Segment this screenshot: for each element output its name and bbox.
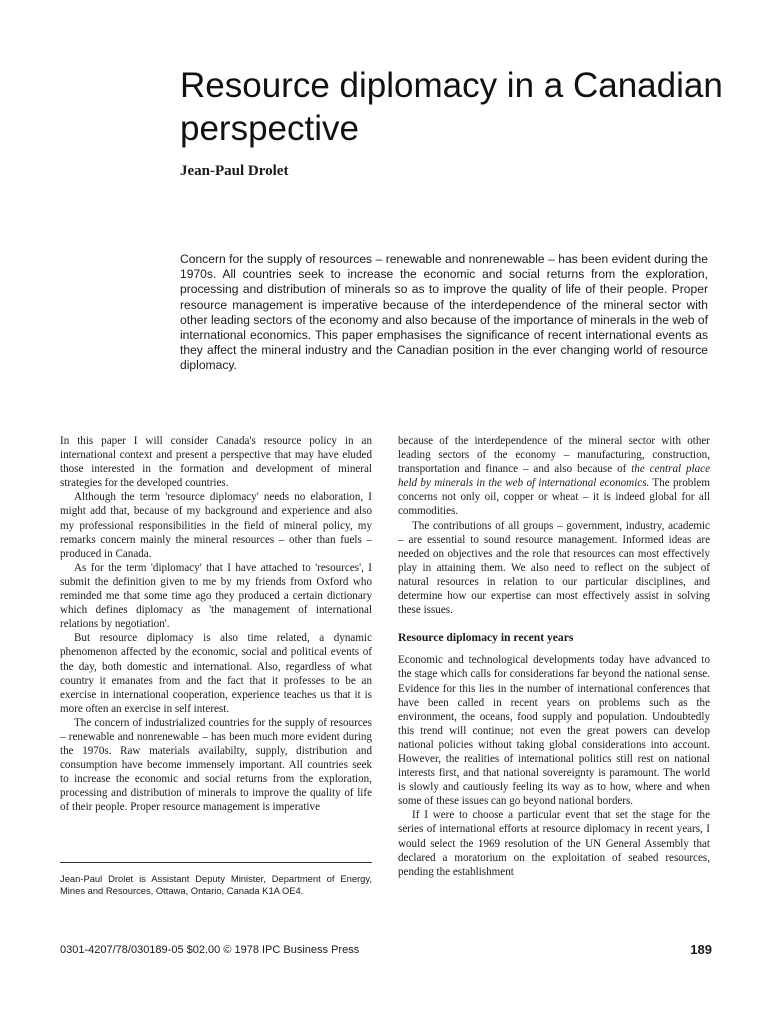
body-paragraph: Economic and technological developments today have advanced to the stage which calls for considerations far beyond the national sense. Evidence for this lies in the number of international conferences that have been called in recent years on problems such as the environment, the oceans, food supply and population. Undoubtedly this trend will continue; not even the great powers can develop national policies without taking global considerations into account. However, the realities of international politics still rest on national interests first, and that national sovereignty is paramount. The world is slowly and cautiously feeling its way as to how, where and when some of these issues can go beyond national borders. xyxy=(398,654,710,808)
body-column-right xyxy=(398,434,710,879)
body-paragraph xyxy=(398,434,710,519)
article-title: Resource diplomacy in a Canadian perspective xyxy=(180,66,723,148)
body-paragraph: If I were to choose a particular event that set the stage for the series of international efforts at resource diplomacy in recent years, I would select the 1969 resolution of the UN General Assembly that declared a moratorium on the exploitation of seabed resources, pending the establishment xyxy=(398,809,710,878)
section-heading: Resource diplomacy in recent years xyxy=(398,631,574,645)
body-paragraph: The contributions of all groups – government, industry, academic – are essential to sound resource management. Informed ideas are needed on objectives and the role that resources can most effectively play in attaining them. We also need to reflect on the subject of natural resources in relation to our particular disciplines, and determine how our expertise can most effectively assist in solving these issues. xyxy=(398,519,710,617)
body-text: The problem concerns not only oil, copper or wheat – it is indeed global for all commodities. xyxy=(398,477,710,518)
body-paragraph: Although the term 'resource diplomacy' needs no elaboration, I might add that, because of my background and experience and also my professional responsibilities in the field of mineral policy, my remarks concern mainly the mineral resources – other than fuels – produced in Canada. xyxy=(60,491,372,560)
footnote-divider xyxy=(60,862,372,863)
body-paragraph: But resource diplomacy is also time related, a dynamic phenomenon affected by the economic, social and political events of the day, both domestic and international. Also, regardless of what country it emanates from and the fact that it professes to be an exercise in international cooperation, experience teaches us that it is more often an exercise in self interest. xyxy=(60,632,372,715)
article-abstract: Concern for the supply of resources – renewable and nonrenewable – has been evident during the 1970s. All countries seek to increase the economic and social returns from the exploration, processing and distribution of minerals so as to improve the quality of life of their people. Proper resource management is imperative because of the interdependence of the mineral sector with other leading sectors of the economy and also because of the importance of minerals in the web of international economics. This paper emphasises the significance of recent international events as they affect the mineral industry and the Canadian position in the ever changing world of resource diplomacy. xyxy=(180,252,708,373)
body-paragraph: As for the term 'diplomacy' that I have attached to 'resources', I submit the definition given to me by my friends from Oxford who reminded me that some time ago they produced a certain dictionary which defines diplomacy as 'the management of international relations by negotiation'. xyxy=(60,561,372,631)
citation-footer: 0301-4207/78/030189-05 $02.00 © 1978 IPC Business Press xyxy=(60,944,360,956)
body-text: because of the interdependence of the mineral sector with other leading sectors of the economy – manufacturing, construction, transportation and finance – and also because of xyxy=(398,435,710,476)
body-column-left xyxy=(60,434,372,815)
emphasis-text: the central place held by minerals in the web of international economics. xyxy=(398,463,710,490)
body-paragraph: In this paper I will consider Canada's resource policy in an international context and present a perspective that may have eluded those interested in the formation and development of mineral strategies for the developed countries. xyxy=(60,435,372,490)
author-footnote: Jean-Paul Drolet is Assistant Deputy Minister, Department of Energy, Mines and Resources, Ottawa, Ontario, Canada K1A OE4. xyxy=(60,873,372,897)
body-paragraph: The concern of industrialized countries for the supply of resources – renewable and nonrenewable – has been much more evident during the 1970s. Raw materials availabilty, supply, distribution and consumption have become immensely important. All countries seek to increase the economic and social returns from the exploration, processing and distribution of minerals to improve the quality of life of their people. Proper resource management is imperative xyxy=(60,716,372,814)
article-author: Jean-Paul Drolet xyxy=(180,163,289,179)
page-number: 189 xyxy=(690,942,712,957)
